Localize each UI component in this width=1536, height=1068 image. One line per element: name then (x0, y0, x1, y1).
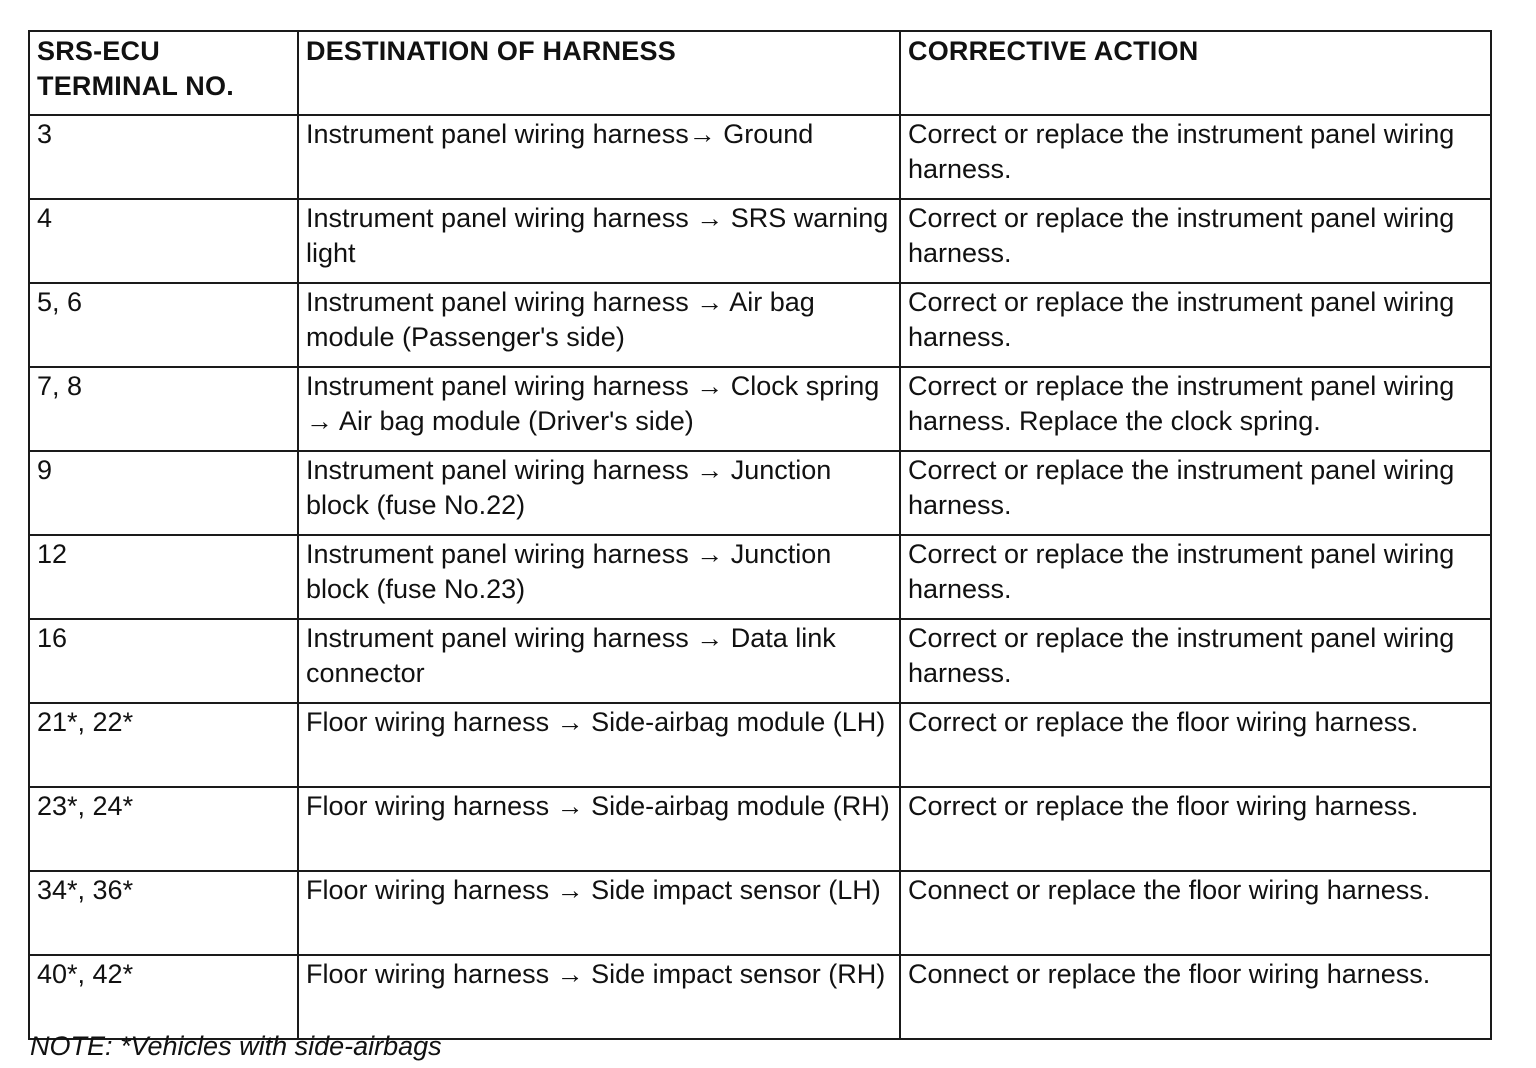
table-row (29, 955, 1491, 1039)
terminal-cell: 34*, 36* (29, 871, 298, 955)
terminal-cell: 23*, 24* (29, 787, 298, 871)
action-cell: Correct or replace the instrument panel wiring harness. (900, 283, 1491, 367)
action-cell: Correct or replace the instrument panel wiring harness. (900, 199, 1491, 283)
table-row (29, 451, 1491, 535)
table-row (29, 703, 1491, 787)
table-header-row (29, 31, 1491, 115)
table-row (29, 283, 1491, 367)
destination-cell: Floor wiring harness → Side impact sensor (LH) (298, 871, 900, 955)
terminal-cell: 5, 6 (29, 283, 298, 367)
table-row (29, 115, 1491, 199)
header-corrective-action: CORRECTIVE ACTION (900, 31, 1491, 115)
header-terminal-line-2: TERMINAL NO. (37, 71, 234, 101)
destination-cell: Instrument panel wiring harness → Air bag module (Passenger's side) (298, 283, 900, 367)
destination-cell: Instrument panel wiring harness → Junction block (fuse No.22) (298, 451, 900, 535)
action-cell: Correct or replace the instrument panel wiring harness. (900, 115, 1491, 199)
footnote: NOTE: *Vehicles with side-airbags (30, 1031, 442, 1061)
action-cell: Correct or replace the floor wiring harness. (900, 787, 1491, 871)
destination-cell: Instrument panel wiring harness → SRS warning light (298, 199, 900, 283)
action-cell: Correct or replace the floor wiring harness. (900, 703, 1491, 787)
terminal-cell: 4 (29, 199, 298, 283)
destination-cell: Floor wiring harness → Side-airbag module (LH) (298, 703, 900, 787)
table-row (29, 535, 1491, 619)
action-cell: Correct or replace the instrument panel wiring harness. (900, 619, 1491, 703)
terminal-cell: 7, 8 (29, 367, 298, 451)
header-terminal-line-1: SRS-ECU (37, 36, 160, 66)
terminal-cell: 40*, 42* (29, 955, 298, 1039)
destination-cell: Floor wiring harness → Side impact sensor (RH) (298, 955, 900, 1039)
action-cell: Correct or replace the instrument panel wiring harness. (900, 451, 1491, 535)
destination-cell: Instrument panel wiring harness → Data link connector (298, 619, 900, 703)
header-terminal-no (29, 31, 298, 115)
table-row (29, 619, 1491, 703)
action-cell: Correct or replace the instrument panel wiring harness. (900, 535, 1491, 619)
table-row (29, 787, 1491, 871)
destination-cell: Floor wiring harness → Side-airbag module (RH) (298, 787, 900, 871)
action-cell: Correct or replace the instrument panel wiring harness. Replace the clock spring. (900, 367, 1491, 451)
terminal-cell: 21*, 22* (29, 703, 298, 787)
terminal-cell: 9 (29, 451, 298, 535)
table-row (29, 199, 1491, 283)
destination-cell: Instrument panel wiring harness → Clock spring → Air bag module (Driver's side) (298, 367, 900, 451)
terminal-cell: 3 (29, 115, 298, 199)
terminal-cell: 16 (29, 619, 298, 703)
table-row (29, 367, 1491, 451)
destination-cell: Instrument panel wiring harness → Junction block (fuse No.23) (298, 535, 900, 619)
header-destination: DESTINATION OF HARNESS (298, 31, 900, 115)
destination-cell: Instrument panel wiring harness→ Ground (298, 115, 900, 199)
action-cell: Connect or replace the floor wiring harness. (900, 955, 1491, 1039)
table-row (29, 871, 1491, 955)
action-cell: Connect or replace the floor wiring harness. (900, 871, 1491, 955)
terminal-cell: 12 (29, 535, 298, 619)
harness-table (28, 30, 1492, 1040)
